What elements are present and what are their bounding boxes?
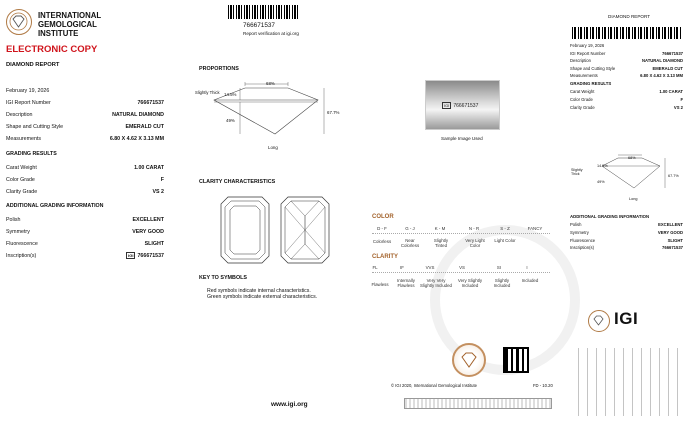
key-title: KEY TO SYMBOLS — [199, 275, 248, 281]
side-grading-row: Carat Weight 1.00 CARAT — [570, 89, 683, 94]
side-logo: IGI — [614, 309, 639, 328]
side-report-type: DIAMOND REPORT — [608, 14, 651, 19]
side-additional-row: Fluorescence SLIGHT — [570, 238, 683, 243]
field-row: IGI Report Number 766671537 — [6, 100, 164, 106]
clarity-grade: VS — [459, 265, 465, 270]
additional-row: Fluorescence SLIGHT — [6, 241, 164, 247]
additional-row: Symmetry VERY GOOD — [6, 229, 164, 235]
key-line-1: Red symbols indicate internal characteristics. — [207, 288, 311, 294]
org-line-1: INTERNATIONAL — [38, 11, 102, 20]
clarity-desc: Slightly Included — [493, 278, 511, 288]
pavilion-plot — [280, 196, 330, 264]
clarity-grade: IF — [400, 265, 404, 270]
side-field-row: Description NATURAL DIAMOND — [570, 58, 683, 63]
side-additional-row: Polish EXCELLENT — [570, 222, 683, 227]
clarity-scale-title: CLARITY — [372, 254, 398, 260]
org-line-2: GEMOLOGICAL — [38, 20, 97, 29]
color-scale-title: COLOR — [372, 214, 394, 220]
grading-row: Carat Weight 1.00 CARAT — [6, 165, 164, 171]
barcode — [228, 5, 298, 19]
field-row: Shape and Cutting Style EMERALD CUT — [6, 124, 164, 130]
crown-pct: 14.5% — [224, 92, 237, 97]
grading-row: Clarity Grade VS 2 — [6, 189, 164, 195]
clarity-grade: FL — [372, 265, 378, 270]
sample-inscription: IGI 766671537 — [444, 103, 479, 109]
footer-code: FD - 10.20 — [533, 383, 553, 388]
side-date: February 19, 2026 — [570, 43, 605, 48]
clarity-grade: VVS — [425, 265, 435, 270]
igi-seal-logo — [6, 9, 32, 35]
side-barcode — [572, 27, 682, 39]
clarity-desc: Flawless — [371, 282, 389, 287]
qr-code — [503, 347, 529, 373]
org-name — [38, 11, 101, 38]
key-line-2: Green symbols indicate external characteristics. — [207, 294, 318, 300]
sample-image — [425, 80, 500, 130]
clarity-grade: I — [526, 265, 528, 270]
color-range: N - R — [468, 226, 480, 231]
hologram-seal — [452, 343, 486, 377]
color-range: D - F — [377, 226, 387, 231]
additional-row: Inscription(s) IGI 766671537 — [6, 253, 164, 259]
clarity-desc: Very Slightly Included — [457, 278, 483, 288]
side-additional-title: ADDITIONAL GRADING INFORMATION — [570, 214, 650, 219]
side-additional-row: Inscription(s) 766671537 — [570, 245, 683, 250]
color-scale-line — [372, 233, 550, 234]
side-girdle-label: Slightly Thick — [571, 168, 583, 176]
website: www.igi.org — [271, 401, 308, 408]
proportions-title: PROPORTIONS — [199, 66, 239, 72]
footer-copyright: © IGI 2020, International Gemological Institute — [391, 383, 477, 388]
color-range: G - J — [405, 226, 415, 231]
side-pavilion-pct: 49% — [597, 180, 605, 184]
org-line-3: INSTITUTE — [38, 29, 79, 38]
proportions-diagram — [200, 76, 340, 152]
clarity-grade: SI — [496, 265, 502, 270]
side-crown-pct: 14.5% — [597, 164, 608, 168]
side-additional-row: Symmetry VERY GOOD — [570, 230, 683, 235]
clarity-desc: Included — [521, 278, 539, 283]
side-table-pct: 68% — [628, 156, 636, 160]
color-desc: Very Light Color — [465, 238, 485, 248]
side-grading-row: Clarity Grade VS 2 — [570, 105, 683, 110]
side-grading-title: GRADING RESULTS — [570, 81, 612, 86]
grading-title: GRADING RESULTS — [6, 151, 57, 157]
side-seal-icon — [588, 310, 610, 332]
pavilion-pct: 49% — [226, 118, 235, 123]
side-culet-label: Long — [629, 197, 638, 201]
side-grading-row: Color Grade F — [570, 97, 683, 102]
additional-row: Polish EXCELLENT — [6, 217, 164, 223]
grading-row: Color Grade F — [6, 177, 164, 183]
culet-label: Long — [268, 145, 278, 150]
clarity-desc: Internally Flawless — [397, 278, 415, 288]
crown-plot — [220, 196, 270, 264]
report-number: 766671537 — [243, 22, 275, 29]
table-pct: 68% — [266, 81, 275, 86]
clarity-scale-line — [372, 272, 550, 273]
side-field-row: Shape and Cutting Style EMERALD CUT — [570, 66, 683, 71]
electronic-copy: ELECTRONIC COPY — [6, 44, 98, 55]
side-field-row: Measurements 6.80 X 4.62 X 3.13 MM — [570, 73, 683, 78]
report-type: DIAMOND REPORT — [6, 62, 60, 68]
color-desc: Near Colorless — [400, 238, 420, 248]
color-desc: Slightly Tinted — [433, 238, 449, 248]
verify-text: Report verification at igi.org — [243, 31, 299, 36]
field-row: Description NATURAL DIAMOND — [6, 112, 164, 118]
side-rotated-summary — [578, 348, 678, 416]
depth-pct: 67.7% — [327, 110, 340, 115]
clarity-chars-title: CLARITY CHARACTERISTICS — [199, 179, 276, 185]
color-desc: Colorless — [372, 239, 392, 244]
girdle-label: Slightly Thick — [195, 90, 220, 95]
side-depth-pct: 67.7% — [668, 174, 679, 178]
sample-caption: Sample Image Used — [441, 136, 483, 141]
additional-title: ADDITIONAL GRADING INFORMATION — [6, 203, 104, 209]
security-strip — [404, 398, 552, 409]
color-range: FANCY — [527, 226, 543, 231]
color-desc: Light Color — [494, 238, 516, 243]
color-range: K - M — [434, 226, 446, 231]
inscription-logo: IGI — [128, 253, 134, 258]
clarity-desc: Very Very Slightly Included — [420, 278, 452, 288]
report-date: February 19, 2026 — [6, 88, 50, 94]
color-range: S - Z — [500, 226, 510, 231]
side-field-row: IGI Report Number 766671537 — [570, 51, 683, 56]
field-row: Measurements 6.80 X 4.62 X 3.13 MM — [6, 136, 164, 142]
